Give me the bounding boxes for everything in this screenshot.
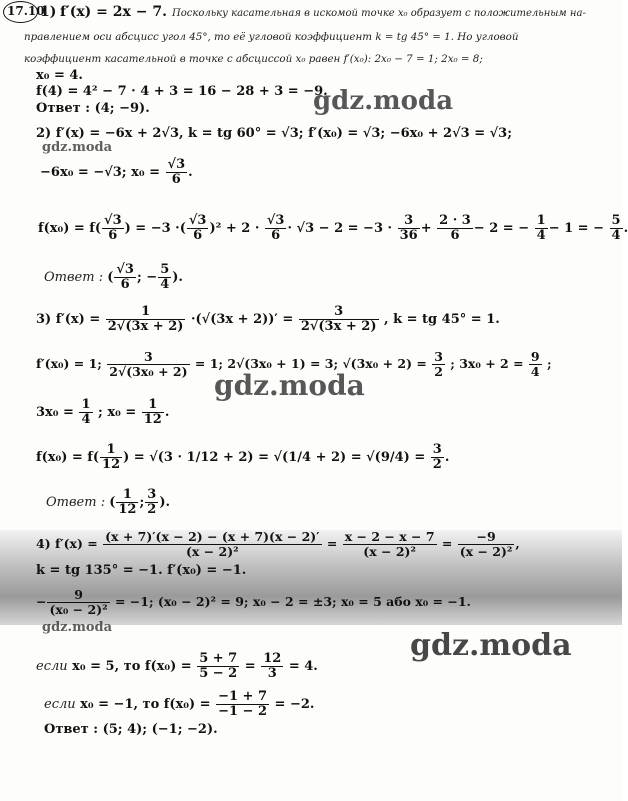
part4-line3: − $\frac{9}{\text{(x₀ − 2)²}}$ = −1; (x₀ − 2)² = 9; x₀ − 2 = ±3; x₀ = 5 або x₀ = −1.: [36, 587, 471, 617]
part4-answer: Ответ : (5; 4); (−1; −2).: [44, 722, 218, 737]
part3-line3: 3x₀ = $\frac{1}{4}$ ; x₀ = $\frac{1}{12}$ .: [36, 397, 170, 427]
part3-answer: Ответ : ( $\frac{1}{12}$ ; $\frac{3}{2}$ ).: [46, 487, 171, 517]
part4-line2: k = tg 135° = −1. f′(x₀) = −1.: [36, 563, 247, 578]
part3-line1: 3) f′(x) = $\frac{1}{2√(3x + 2)}$ ·(√(3x + 2))′ = $\frac{3}{2√(3x + 2)}$ , k = tg 45° = 1.: [36, 304, 500, 334]
part1-answer: Ответ : (4; −9).: [36, 101, 150, 116]
part2-line3: f(x₀) = f( $\frac{√3}{6}$ ) = −3 ·( $\frac{√3}{6}$ )² + 2 · $\frac{√3}{6}$ · √3 − 2 = −3 · $\frac{3}{36}$ + $\frac{2 \cdot 3}{6}$ − 2 = − $\frac{1}{4}$ − 1 = − $\frac{5}{4}$ .: [38, 213, 628, 243]
part1-text-line3: коэффициент касательной в точке с абсциссой x₀ равен f′(x₀): 2x₀ − 7 = 1; 2x₀ = 8;: [24, 53, 483, 65]
watermark-small: gdz.moda: [42, 140, 113, 155]
problem-number: 17.10: [7, 4, 45, 18]
watermark: gdz.moda: [313, 86, 454, 116]
part1-derivative: f′(x) = 2x − 7.: [60, 4, 167, 20]
part1-text-line1: Поскольку касательная в искомой точке x₀ образует с положительным на-: [172, 8, 586, 19]
part4-line1: 4) f′(x) = $\frac{(x + 7)'(x - 2) - (x + 7)(x - 2)'}{\text{(x − 2)²}}$ = $\frac{x - 2 - x - 7}{\text{(x − 2)²}}$ = $\frac{-9}{\text{(x − 2)²}}$ ,: [36, 529, 520, 559]
part2-answer: Ответ : ( $\frac{√3}{6}$ ; − $\frac{5}{4}$ ).: [44, 262, 183, 292]
part1-f4: f(4) = 4² − 7 · 4 + 3 = 16 − 28 + 3 = −9.: [36, 84, 328, 99]
part1-text-line2: правлением оси абсцисс угол 45°, то её угловой коэффициент k = tg 45° = 1. Но угловой: [24, 31, 519, 43]
watermark-small: gdz.moda: [42, 620, 113, 635]
part2-x0-eq: −6x₀ = −√3; x₀ =: [40, 165, 160, 180]
part4-line4: если x₀ = 5, то f(x₀) = $\frac{5 + 7}{5 - 2}$ = $\frac{12}{3}$ = 4.: [36, 651, 318, 681]
part3-line2: f′(x₀) = 1; $\frac{3}{\text{2√(3x₀ + 2)}}$ = 1; 2√(3x₀ + 1) = 3; √(3x₀ + 2) = $\frac{3}{2}$ ; 3x₀ + 2 = $\frac{9}{4}$ ;: [36, 349, 552, 379]
part1-x0: x₀ = 4.: [36, 68, 83, 83]
watermark: gdz.moda: [410, 628, 572, 663]
part1-number: 1): [40, 4, 57, 20]
part3-line4: f(x₀) = f( $\frac{1}{12}$ ) = √(3 · 1/12 + 2) = √(1/4 + 2) = √(9/4) = $\frac{3}{2}$ .: [36, 442, 450, 472]
part2-line1: 2) f′(x) = −6x + 2√3, k = tg 60° = √3; f′(x₀) = √3; −6x₀ + 2√3 = √3;: [36, 126, 512, 141]
part2-line2: −6x₀ = −√3; x₀ = $\frac{√3}{6}$ .: [40, 157, 193, 187]
watermark: gdz.moda: [214, 369, 365, 402]
part4-line5: если x₀ = −1, то f(x₀) = $\frac{-1 + 7}{-1 - 2}$ = −2.: [44, 689, 315, 719]
fraction: $\frac{√3}{6}$: [167, 157, 186, 187]
